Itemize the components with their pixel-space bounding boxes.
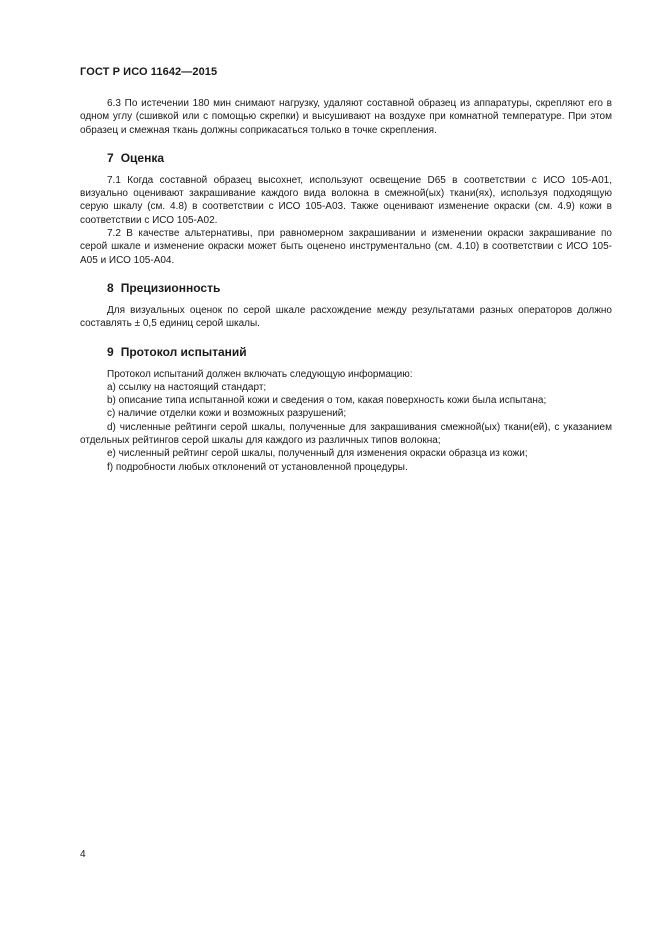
paragraph-6-3: 6.3 По истечении 180 мин снимают нагрузку, удаляют составной образец из аппаратуры, скрепляют его в одном углу (сшивкой или с помощью скрепки) и высушивают на воздухе при комнатной температуре. При этом образец и смежная ткань должны соприкасаться только в точке скрепления. (80, 98, 612, 136)
list-item: e) численный рейтинг серой шкалы, полученный для изменения окраски образца из кожи; (107, 448, 528, 460)
list-item: b) описание типа испытанной кожи и сведения о том, какая поверхность кожи была испытана; (107, 395, 547, 407)
list-item: d) численные рейтинги серой шкалы, полученные для закрашивания смежной(ых) ткани(ей), с указанием отдельных рейтингов серой шкалы для каждого из различных типов волокна; (80, 421, 612, 447)
section-title: Прецизионность (120, 280, 221, 295)
section-title: Оценка (120, 150, 164, 165)
document-body (80, 97, 612, 474)
section-number: 9 (107, 344, 114, 359)
section-8-heading (107, 281, 612, 296)
page-number: 4 (80, 849, 86, 860)
document-header: ГОСТ Р ИСО 11642—2015 (80, 66, 218, 78)
section-number: 8 (107, 280, 114, 295)
paragraph-9-intro: Протокол испытаний должен включать следующую информацию: (107, 368, 413, 380)
paragraph-7-2: 7.2 В качестве альтернативы, при равномерном закрашивании и изменении окраски закрашивание по серой шкале и изменение окраски может быть оценено инструментально (см. 4.10) в соответствии с ИСО 105-А05 и ИСО 105-А04. (80, 228, 612, 266)
paragraph-7-1: 7.1 Когда составной образец высохнет, используют освещение D65 в соответствии с ИСО 105-А01, визуально оценивают закрашивание каждого вида волокна в смежной(ых) ткани(ях), используя подходящую серую шкалу (см. 4.8) в соответствии с ИСО 105-А03. Также оценивают изменение окраски (см. 4.9) кожи в соответствии с ИСО 105-А02. (80, 174, 612, 226)
section-9-heading (107, 345, 612, 360)
list-item: a) ссылку на настоящий стандарт; (107, 381, 267, 393)
paragraph-8: Для визуальных оценок по серой шкале расхождение между результатами разных операторов должно составлять ± 0,5 единиц серой шкалы. (80, 304, 612, 330)
section-7-heading (107, 151, 612, 166)
section-number: 7 (107, 150, 114, 165)
section-title: Протокол испытаний (120, 344, 247, 359)
list-item: c) наличие отделки кожи и возможных разрушений; (107, 408, 347, 420)
list-item: f) подробности любых отклонений от установленной процедуры. (107, 461, 408, 473)
